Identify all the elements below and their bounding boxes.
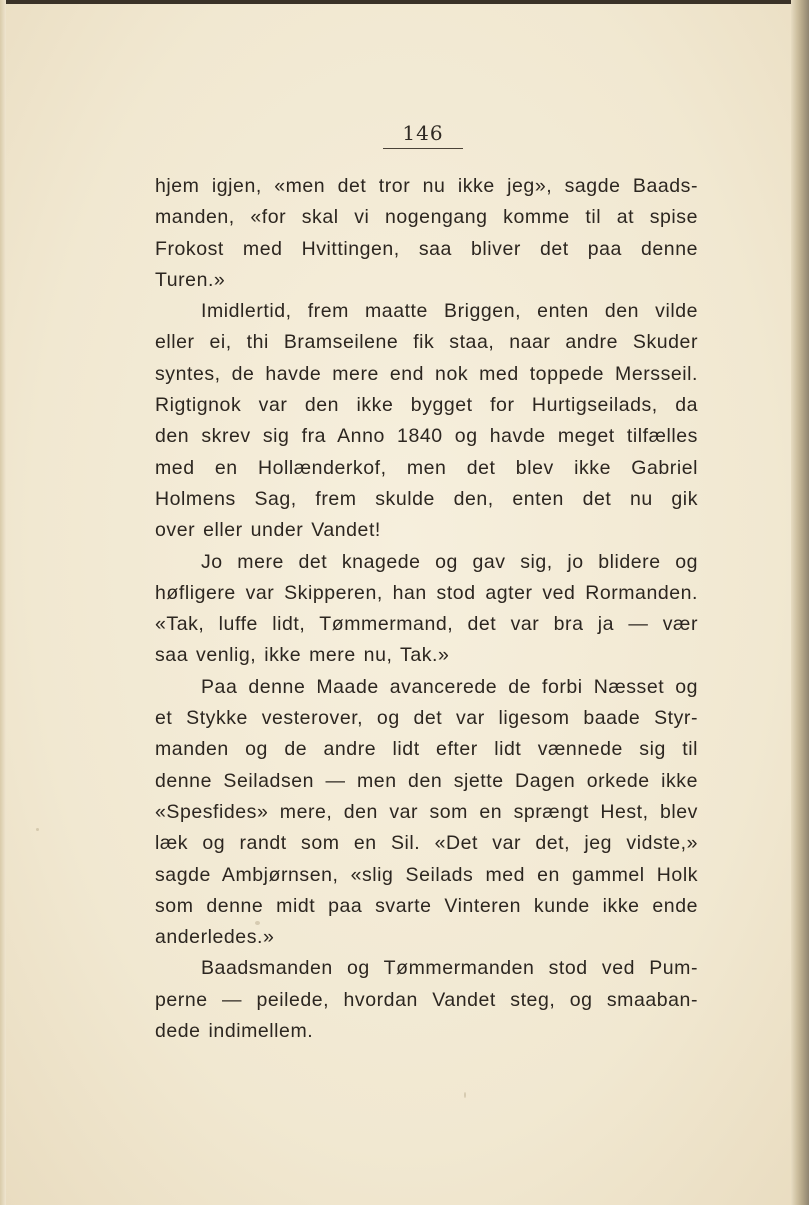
text-line: læk og randt som en Sil. «Det var det, jeg vidste,» bbox=[155, 832, 698, 855]
text-line: eller ei, thi Bramseilene fik staa, naar andre Skuder bbox=[155, 331, 698, 354]
page-top-edge bbox=[0, 0, 809, 4]
text-line: som denne midt paa svarte Vinteren kunde ikke ende bbox=[155, 894, 698, 917]
page-number: 146 bbox=[383, 120, 463, 149]
text-line: saa venlig, ikke mere nu, Tak.» bbox=[155, 644, 450, 667]
book-spine-edge bbox=[791, 0, 809, 1205]
text-line: over eller under Vandet! bbox=[155, 519, 381, 542]
text-line: perne — peilede, hvordan Vandet steg, og smaaban- bbox=[155, 988, 698, 1011]
text-line: anderledes.» bbox=[155, 926, 275, 949]
text-line: Imidlertid, frem maatte Briggen, enten den vilde bbox=[201, 300, 698, 323]
paper-speck bbox=[36, 828, 39, 831]
body-text bbox=[155, 171, 698, 1047]
text-line: dede indimellem. bbox=[155, 1020, 314, 1043]
text-line: den skrev sig fra Anno 1840 og havde meget tilfælles bbox=[155, 425, 698, 448]
text-line: sagde Ambjørnsen, «slig Seilads med en gammel Holk bbox=[155, 863, 698, 886]
text-line: «Spesfides» mere, den var som en sprængt Hest, blev bbox=[155, 800, 698, 823]
text-line: Frokost med Hvittingen, saa bliver det paa denne bbox=[155, 237, 698, 260]
text-line: høfligere var Skipperen, han stod agter ved Rormanden. bbox=[155, 581, 698, 604]
text-line: denne Seiladsen — men den sjette Dagen orkede ikke bbox=[155, 769, 698, 792]
paper-speck bbox=[464, 1092, 466, 1098]
text-line: hjem igjen, «men det tror nu ikke jeg», sagde Baads- bbox=[155, 175, 698, 197]
text-line: manden og de andre lidt efter lidt vænnede sig til bbox=[155, 738, 698, 761]
text-line: Rigtignok var den ikke bygget for Hurtigseilads, da bbox=[155, 394, 698, 417]
text-line: Turen.» bbox=[155, 268, 226, 291]
text-line: Baadsmanden og Tømmermanden stod ved Pum- bbox=[201, 957, 698, 980]
text-line: manden, «for skal vi nogengang komme til at spise bbox=[155, 206, 698, 229]
text-line: et Stykke vesterover, og det var ligesom baade Styr- bbox=[155, 707, 698, 730]
text-line: Paa denne Maade avancerede de forbi Næsset og bbox=[201, 675, 698, 698]
text-line: Holmens Sag, frem skulde den, enten det nu gik bbox=[155, 487, 698, 510]
text-line: Jo mere det knagede og gav sig, jo blidere og bbox=[201, 550, 698, 573]
page-left-edge bbox=[0, 0, 6, 1205]
text-line: med en Hollænderkof, men det blev ikke Gabriel bbox=[155, 456, 698, 479]
text-line: syntes, de havde mere end nok med toppede Mersseil. bbox=[155, 362, 698, 385]
text-line: «Tak, luffe lidt, Tømmermand, det var bra ja — vær bbox=[155, 613, 698, 636]
